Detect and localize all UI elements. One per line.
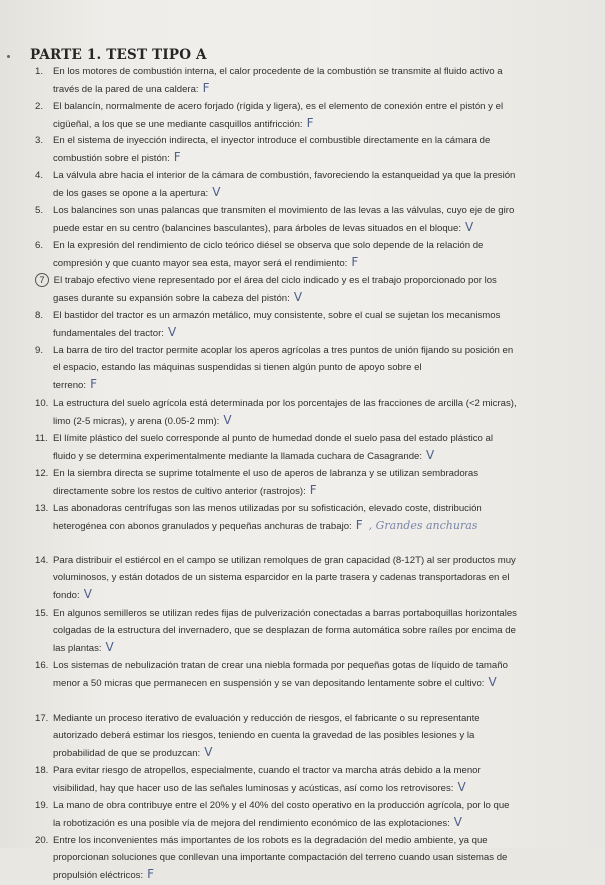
question-continuation xyxy=(53,482,317,501)
question-continuation xyxy=(53,727,474,745)
question-continuation xyxy=(53,80,210,99)
question-line xyxy=(35,552,516,570)
question-continuation xyxy=(53,412,232,431)
handwritten-answer-mark: F xyxy=(173,150,181,164)
question-text: Los sistemas de nebulización tratan de crear una niebla formada por pequeñas gotas de líquido de tamaño xyxy=(53,660,508,671)
question-number: 12. xyxy=(35,468,49,479)
question-text: terreno: xyxy=(53,380,87,391)
question-text: de los gases se opone a la apertura: xyxy=(53,188,209,199)
handwritten-answer-mark: V xyxy=(457,780,466,794)
margin-dot xyxy=(7,55,10,58)
question-text: propulsión eléctricos: xyxy=(53,870,144,881)
question-number: 9. xyxy=(35,345,44,356)
question-text: La válvula abre hacia el interior de la cámara de combustión, favoreciendo la estanqueidad ya que la presión xyxy=(53,170,516,181)
question-line xyxy=(35,98,503,116)
question-continuation xyxy=(53,324,176,343)
handwritten-answer-mark: V xyxy=(167,325,177,339)
question-text: gases durante su expansión sobre la cabeza del pistón: xyxy=(53,293,290,304)
question-continuation xyxy=(53,219,473,238)
question-line xyxy=(35,797,510,815)
question-line xyxy=(35,63,503,81)
question-text: autorizado deberá estimar los riesgos, teniendo en cuenta la gravedad de las posibles lesiones y la xyxy=(53,730,475,741)
circled-number: 7 xyxy=(35,273,49,287)
question-number: 5. xyxy=(35,205,44,216)
question-text: Para evitar riesgo de atropellos, especialmente, cuando el tractor va marcha atrás debido a la menor xyxy=(53,765,481,776)
question-continuation xyxy=(53,149,181,168)
handwritten-note: , Grandes anchuras xyxy=(368,519,478,532)
question-text: fundamentales del tractor: xyxy=(53,328,164,339)
handwritten-answer-mark: V xyxy=(105,640,114,654)
question-text: La estructura del suelo agrícola está determinada por los porcentajes de las fracciones de arcilla (<2 micras), xyxy=(53,398,517,409)
handwritten-answer-mark: V xyxy=(83,587,92,601)
handwritten-answer-mark: F xyxy=(355,518,363,532)
question-text: Para distribuir el estiércol en el campo se utilizan remolques de gran capacidad (8-12T) al ser productos muy xyxy=(53,555,516,566)
question-text: La mano de obra contribuye entre el 20% y el 40% del costo operativo en la producción agrícola, por lo que xyxy=(53,800,510,811)
handwritten-answer-mark: V xyxy=(465,220,474,234)
handwritten-answer-mark: V xyxy=(223,413,232,427)
question-number: 19. xyxy=(35,800,49,811)
question-continuation xyxy=(53,639,114,658)
question-continuation xyxy=(53,359,422,377)
question-continuation xyxy=(53,674,497,693)
question-continuation xyxy=(53,254,358,273)
question-number: 2. xyxy=(35,101,44,112)
question-text: visibilidad, hay que hacer uso de las señales luminosas y acústicas, así como los retrovisores: xyxy=(53,783,454,794)
question-number: 18. xyxy=(35,765,49,776)
question-number: 15. xyxy=(35,608,49,619)
question-line xyxy=(35,237,483,255)
question-continuation xyxy=(53,447,434,466)
question-text: En el sistema de inyección indirecta, el inyector introduce el combustible directamente en la cámara de xyxy=(53,135,491,146)
question-text: El límite plástico del suelo corresponde al punto de humedad donde el suelo pasa del estado plástico al xyxy=(53,433,494,444)
question-continuation xyxy=(53,517,477,536)
question-line xyxy=(35,500,482,518)
question-number: 17. xyxy=(35,713,49,724)
question-continuation xyxy=(53,184,220,203)
question-text: Entre los inconvenientes más importantes de los robots es la degradación del medio ambiente, ya que xyxy=(53,835,488,846)
question-text: El bastidor del tractor es un armazón metálico, muy consistente, sobre el cual se sujetan los mecanismos xyxy=(53,310,501,321)
question-text: la robotización es una posible vía de mejora del rendimiento económico de las explotaciones: xyxy=(53,818,450,829)
question-number: 20. xyxy=(35,835,49,846)
question-line xyxy=(35,202,514,220)
question-number: 4. xyxy=(35,170,44,181)
question-text: heterogénea con abonos granulados y pequeñas anchuras de trabajo: xyxy=(53,521,352,532)
question-text: proporcionan soluciones que conllevan una importante compactación del terreno cuando usan sistemas de xyxy=(53,852,508,863)
question-text: En algunos semilleros se utilizan redes fijas de pulverización conectadas a barras portaboquillas horizontales xyxy=(53,608,517,619)
question-text: través de la pared de una caldera: xyxy=(53,84,199,95)
question-text: directamente sobre los restos de cultivo anterior (rastrojos): xyxy=(53,486,306,497)
handwritten-answer-mark: F xyxy=(90,377,97,391)
question-continuation xyxy=(53,814,462,833)
question-line xyxy=(35,762,481,780)
question-line xyxy=(35,657,508,675)
handwritten-answer-mark: F xyxy=(309,483,317,497)
question-text: menor a 50 micras que permanecen en suspensión y se van depositando lentamente sobre el cultivo: xyxy=(53,678,485,689)
question-text: probabilidad de que se produzcan: xyxy=(53,748,201,759)
handwritten-answer-mark: V xyxy=(212,185,221,199)
question-text: La barra de tiro del tractor permite acoplar los aperos agrícolas a tres puntos de unión fijando su posición en xyxy=(53,345,514,356)
question-continuation xyxy=(53,744,212,763)
question-text: En la expresión del rendimiento de ciclo teórico diésel se observa que solo depende de la relación de xyxy=(53,240,484,251)
question-line xyxy=(35,167,515,185)
handwritten-answer-mark: F xyxy=(351,255,359,269)
handwritten-answer-mark: V xyxy=(488,675,497,689)
question-continuation xyxy=(53,849,507,867)
question-number: 14. xyxy=(35,555,49,566)
question-text: Los balancines son unas palancas que transmiten el movimiento de las levas a las válvulas, cuyo eje de giro xyxy=(53,205,515,216)
question-continuation xyxy=(53,779,466,798)
question-line xyxy=(35,710,480,728)
question-line xyxy=(35,342,513,360)
handwritten-answer-mark: F xyxy=(202,81,210,95)
question-text: El balancín, normalmente de acero forjado (rígida y ligera), es el elemento de conexión entre el pistón y el xyxy=(53,101,504,112)
question-continuation xyxy=(53,866,154,885)
question-line xyxy=(35,832,488,850)
question-continuation xyxy=(53,376,97,395)
question-line xyxy=(35,605,517,623)
handwritten-answer-mark: V xyxy=(426,448,435,462)
question-number: 8. xyxy=(35,310,44,321)
question-text: puede estar en su centro (balancines basculantes), para árboles de levas situados en el bloque: xyxy=(53,223,461,234)
question-number: 10. xyxy=(35,398,49,409)
question-text: limo (2-5 micras), y arena (0.05-2 mm): xyxy=(53,416,220,427)
question-text: Mediante un proceso iterativo de evaluación y reducción de riesgos, el fabricante o su representante xyxy=(53,713,480,724)
question-text: las plantas: xyxy=(53,643,102,654)
question-line xyxy=(35,430,493,448)
question-continuation xyxy=(53,586,92,605)
handwritten-answer-mark: V xyxy=(293,290,303,304)
handwritten-answer-mark: V xyxy=(453,815,462,829)
question-text: compresión y que cuanto mayor sea esta, mayor será el rendimiento: xyxy=(53,258,348,269)
question-line xyxy=(35,395,517,413)
question-text: El trabajo efectivo viene representado por el área del ciclo indicado y es el trabajo proporcionado por los xyxy=(51,275,497,286)
question-continuation xyxy=(53,289,302,308)
question-continuation xyxy=(53,115,314,134)
section-title: PARTE 1. TEST TIPO A xyxy=(30,47,207,63)
question-text: colgadas de la estructura del invernadero, que se desplazan de forma automática sobre raíles por encima de xyxy=(53,625,516,636)
question-text: En la siembra directa se suprime totalmente el uso de aperos de labranza y se utilizan sembradoras xyxy=(53,468,479,479)
question-text: Las abonadoras centrífugas son las menos utilizadas por su sofisticación, elevado coste, distribución xyxy=(53,503,482,514)
handwritten-answer-mark: F xyxy=(306,116,314,130)
question-text: el espacio, estando las máquinas suspendidas si tienen algún punto de apoyo sobre el xyxy=(53,362,422,373)
question-text: fluido y se determina experimentalmente mediante la llamada cuchara de Casagrande: xyxy=(53,451,423,462)
question-line xyxy=(35,272,497,290)
question-number: 11. xyxy=(35,433,48,444)
question-number: 1. xyxy=(35,66,44,77)
handwritten-answer-mark: F xyxy=(147,867,155,881)
question-line xyxy=(35,465,478,483)
question-line xyxy=(35,307,500,325)
question-text: combustión sobre el pistón: xyxy=(53,153,170,164)
handwritten-answer-mark: V xyxy=(204,745,213,759)
question-text: voluminosos, y están dotados de un sistema esparcidor en la parte trasera y cadenas transportadoras en el xyxy=(53,572,510,583)
question-number: 13. xyxy=(35,503,49,514)
question-number: 3. xyxy=(35,135,44,146)
question-line xyxy=(35,132,490,150)
question-text: cigüeñal, a los que se une mediante casquillos antifricción: xyxy=(53,119,303,130)
question-number: 16. xyxy=(35,660,49,671)
question-continuation xyxy=(53,569,510,587)
question-text: En los motores de combustión interna, el calor procedente de la combustión se transmite al fluido activo a xyxy=(53,66,503,77)
question-number: 6. xyxy=(35,240,44,251)
question-continuation xyxy=(53,622,516,640)
question-text: fondo: xyxy=(53,590,80,601)
